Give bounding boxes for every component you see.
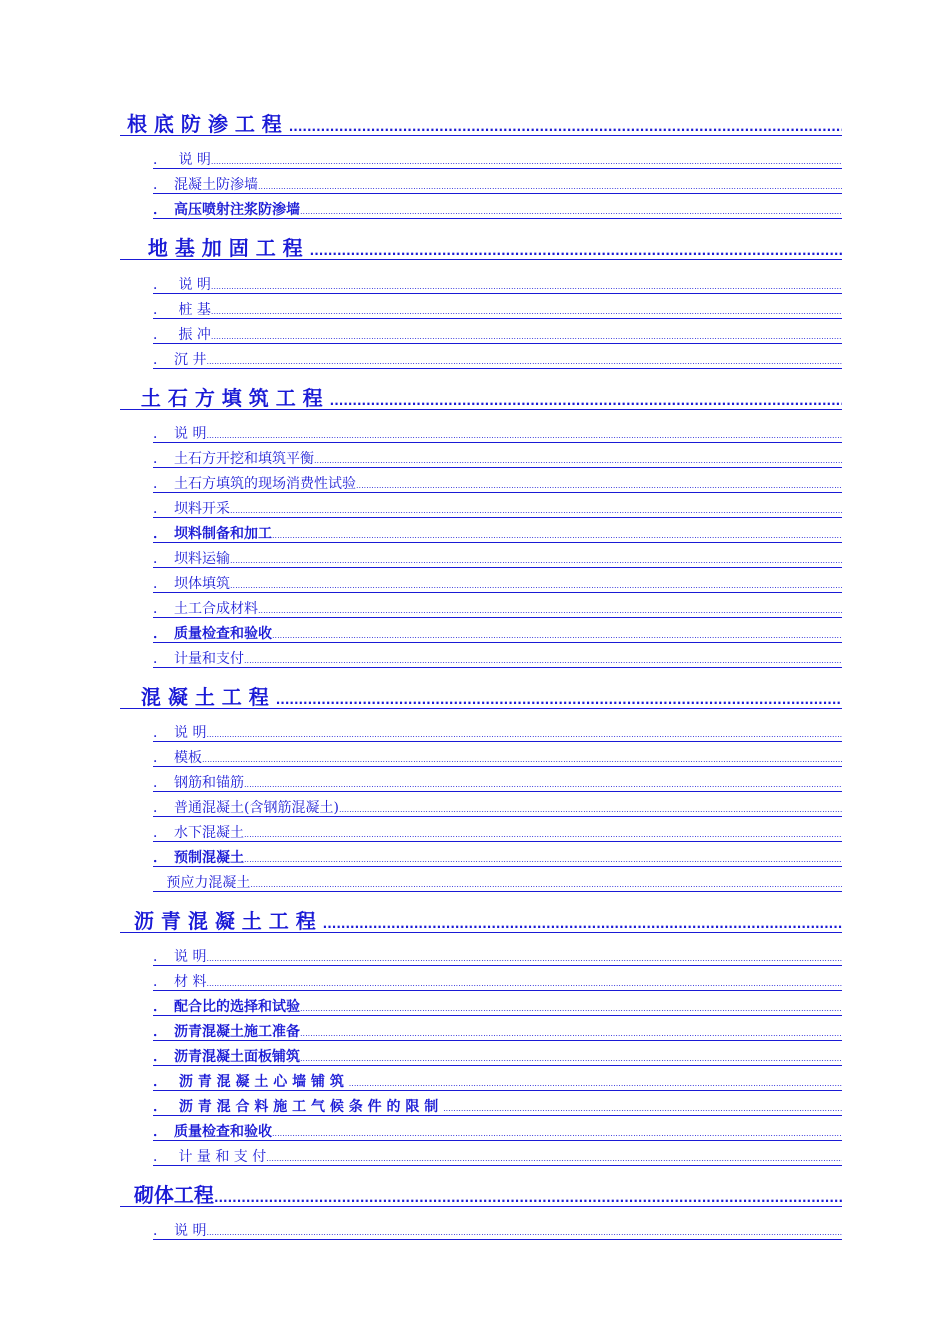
dot-leader <box>276 694 842 709</box>
toc-item[interactable] <box>153 1025 842 1041</box>
item-label: ． 沥 青 混 凝 土 心 墙 铺 筑 <box>153 1074 349 1090</box>
dot-leader <box>206 1229 842 1240</box>
item-label: ． 预制混凝土 <box>153 850 244 866</box>
toc-item[interactable] <box>153 303 842 319</box>
toc-item[interactable] <box>153 203 842 219</box>
item-label: ． 计 量 和 支 付 <box>153 1149 267 1165</box>
item-label: ． 说 明 <box>153 277 211 293</box>
dot-leader <box>339 806 842 817</box>
heading-label: 根 底 防 渗 工 程 <box>120 112 289 136</box>
item-label: ． 坝料开采 <box>153 501 230 517</box>
item-label: ． 沉 井 <box>153 352 207 368</box>
toc-item[interactable] <box>153 477 842 493</box>
item-label: ． 钢筋和锚筋 <box>153 775 244 791</box>
item-label: ． 混凝土防渗墙 <box>153 177 258 193</box>
item-label: ． 说 明 <box>153 725 207 741</box>
item-label: ． 坝料制备和加工 <box>153 526 272 542</box>
item-label: ． 土工合成材料 <box>153 601 258 617</box>
toc-heading-masonry[interactable] <box>120 1185 842 1207</box>
toc-item[interactable] <box>153 751 842 767</box>
dot-leader <box>244 856 842 867</box>
toc-item[interactable] <box>153 1100 842 1116</box>
dot-leader <box>206 432 842 443</box>
toc-item[interactable] <box>153 353 842 369</box>
item-label: ． 说 明 <box>153 1223 207 1239</box>
item-label: ． 材 料 <box>153 974 207 990</box>
dot-leader <box>202 756 842 767</box>
dot-leader <box>272 532 842 543</box>
toc-item[interactable] <box>153 1224 842 1240</box>
dot-leader <box>206 980 842 991</box>
toc-item[interactable] <box>153 801 842 817</box>
dot-leader <box>443 1105 842 1116</box>
dot-leader <box>211 308 842 319</box>
item-label: 预应力混凝土 <box>153 875 251 891</box>
toc-item[interactable] <box>153 1050 842 1066</box>
dot-leader <box>356 482 842 493</box>
dot-leader <box>272 632 842 643</box>
dot-leader <box>258 183 842 194</box>
item-label: ． 土石方开挖和填筑平衡 <box>153 451 314 467</box>
toc-heading-concrete[interactable] <box>120 687 842 709</box>
toc-heading-earthwork[interactable] <box>120 388 842 410</box>
item-label: ． 普通混凝土(含钢筋混凝土) <box>153 800 339 816</box>
toc-item[interactable] <box>153 950 842 966</box>
item-label: ． 沥青混凝土面板铺筑 <box>153 1049 300 1065</box>
item-label: ． 沥 青 混 合 料 施 工 气 候 条 件 的 限 制 <box>153 1099 444 1115</box>
toc-heading-foundation[interactable] <box>120 238 842 260</box>
item-label: ． 配合比的选择和试验 <box>153 999 300 1015</box>
toc-item[interactable] <box>153 153 842 169</box>
heading-label: 土 石 方 填 筑 工 程 <box>120 386 330 410</box>
item-label: ． 土石方填筑的现场消费性试验 <box>153 476 356 492</box>
toc-item[interactable] <box>153 627 842 643</box>
dot-leader <box>330 395 842 410</box>
item-label: ． 沥青混凝土施工准备 <box>153 1024 300 1040</box>
dot-leader <box>211 158 842 169</box>
dot-leader <box>244 781 842 792</box>
dot-leader <box>206 731 842 742</box>
toc-item[interactable] <box>153 826 842 842</box>
toc-heading-asphalt-concrete[interactable] <box>120 911 842 933</box>
item-label: ． 模板 <box>153 750 202 766</box>
toc-item[interactable] <box>153 502 842 518</box>
dot-leader <box>244 657 842 668</box>
toc-item[interactable] <box>153 577 842 593</box>
item-label: ． 说 明 <box>153 949 207 965</box>
item-label: ． 坝料运输 <box>153 551 230 567</box>
dot-leader <box>230 507 842 518</box>
toc-item[interactable] <box>153 1000 842 1016</box>
item-label: ． 高压喷射注浆防渗墙 <box>153 202 300 218</box>
item-label: ． 质量检查和验收 <box>153 626 272 642</box>
dot-leader <box>244 831 842 842</box>
dot-leader <box>300 1005 842 1016</box>
item-label: ． 桩 基 <box>153 302 211 318</box>
dot-leader <box>214 1192 842 1207</box>
dot-leader <box>289 121 842 136</box>
item-label: ． 坝体填筑 <box>153 576 230 592</box>
dot-leader <box>300 208 842 219</box>
toc-item[interactable] <box>153 851 842 867</box>
toc-item[interactable] <box>153 1150 842 1166</box>
toc-item[interactable] <box>153 527 842 543</box>
toc-item[interactable] <box>153 552 842 568</box>
dot-leader <box>258 607 842 618</box>
toc-item[interactable] <box>153 178 842 194</box>
toc-item[interactable] <box>153 328 842 344</box>
dot-leader <box>230 557 842 568</box>
dot-leader <box>349 1080 842 1091</box>
toc-item[interactable] <box>153 776 842 792</box>
toc-item[interactable] <box>153 452 842 468</box>
heading-label: 地 基 加 固 工 程 <box>120 236 310 260</box>
heading-label: 混 凝 土 工 程 <box>120 685 276 709</box>
dot-leader <box>266 1155 842 1166</box>
dot-leader <box>250 881 842 892</box>
toc-item[interactable] <box>153 1075 842 1091</box>
toc-heading-seepage[interactable] <box>120 114 842 136</box>
dot-leader <box>300 1030 842 1041</box>
item-label: ． 质量检查和验收 <box>153 1124 272 1140</box>
toc-item[interactable] <box>153 278 842 294</box>
item-label: ． 振 冲 <box>153 327 211 343</box>
item-label: ． 说 明 <box>153 426 207 442</box>
item-label: ． 说 明 <box>153 152 211 168</box>
dot-leader <box>211 283 842 294</box>
toc-item[interactable] <box>153 1125 842 1141</box>
dot-leader <box>314 457 842 468</box>
heading-label: 砌体工程 <box>120 1183 214 1207</box>
heading-label: 沥 青 混 凝 土 工 程 <box>120 909 323 933</box>
item-label: ． 水下混凝土 <box>153 825 244 841</box>
item-label: ． 计量和支付 <box>153 651 244 667</box>
toc-item[interactable] <box>153 427 842 443</box>
dot-leader <box>323 918 842 933</box>
toc-item[interactable] <box>153 726 842 742</box>
toc-item[interactable] <box>153 602 842 618</box>
dot-leader <box>310 245 842 260</box>
toc-item[interactable] <box>153 876 842 892</box>
dot-leader <box>206 358 842 369</box>
dot-leader <box>206 955 842 966</box>
dot-leader <box>230 582 842 593</box>
toc-item[interactable] <box>153 652 842 668</box>
toc-item[interactable] <box>153 975 842 991</box>
dot-leader <box>272 1130 842 1141</box>
dot-leader <box>211 333 842 344</box>
dot-leader <box>300 1055 842 1066</box>
